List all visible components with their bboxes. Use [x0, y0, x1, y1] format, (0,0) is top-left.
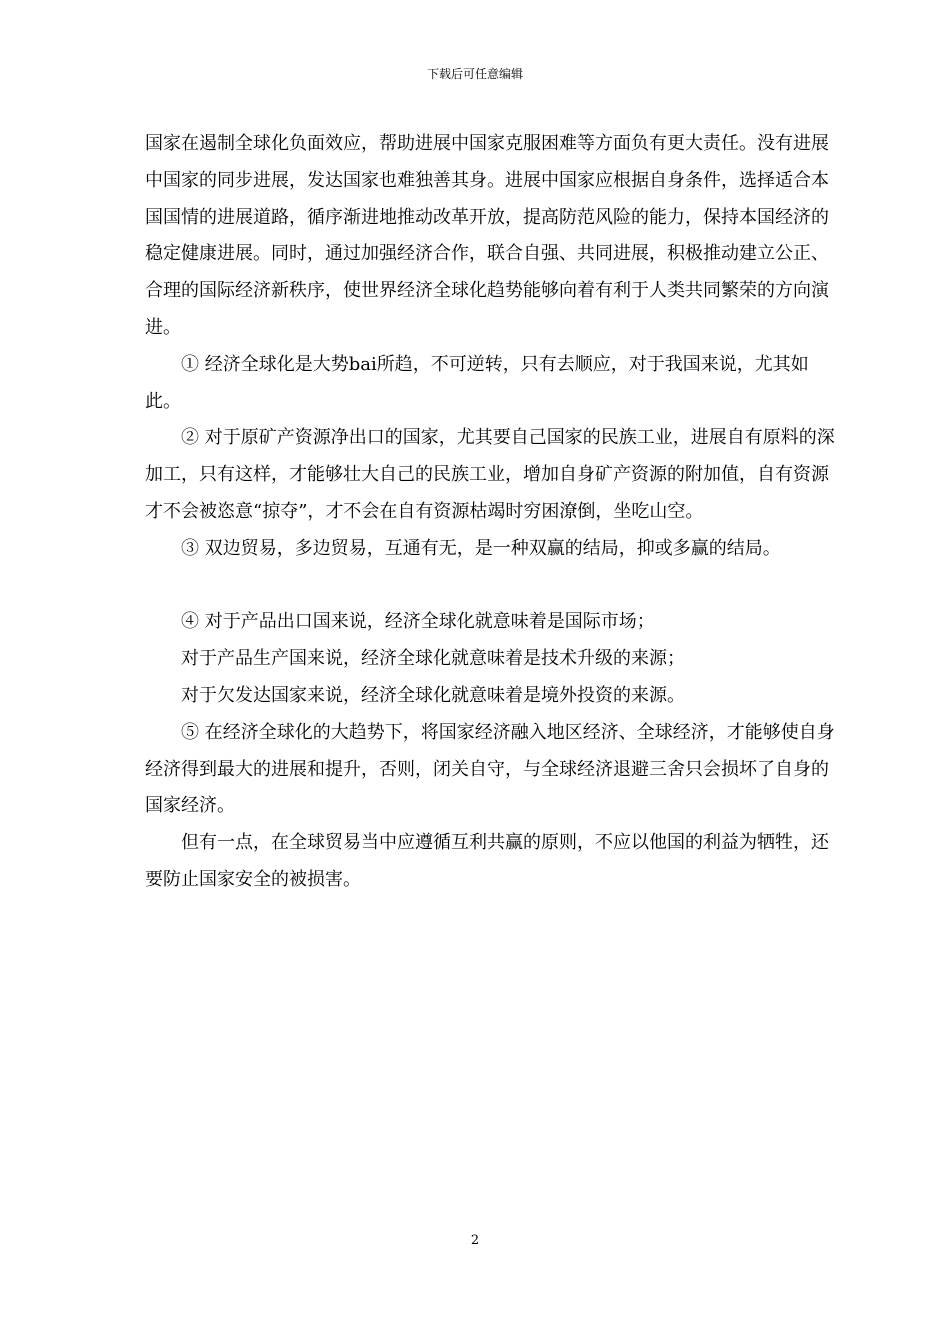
paragraph-conclusion: 但有一点，在全球贸易当中应遵循互利共赢的原则，不应以他国的利益为牺牲，还要防止国家安全的被损害。 [145, 832, 829, 890]
paragraph-point-1: ① 经济全球化是大势bai所趋，不可逆转，只有去顺应，对于我国来说，尤其如此。 [145, 353, 809, 412]
paragraph-point-3: ③ 双边贸易，多边贸易，互通有无，是一种双赢的结局，抑或多赢的结局。 [181, 537, 781, 559]
paragraph-point-2: ② 对于原矿产资源净出口的国家，尤其要自己国家的民族工业，进展自有原料的深加工，只有这样，才能够壮大自己的民族工业，增加自身矿产资源的附加值，自有资源才不会被恣意“掠夺”，才不会在自有资源枯竭时穷困潦倒，坐吃山空。 [145, 427, 835, 522]
page-header: 下载后可任意编辑 [426, 67, 523, 81]
paragraph-point-5: ⑤ 在经济全球化的大趋势下，将国家经济融入地区经济、全球经济，才能够使自身经济得到最大的进展和提升，否则，闭关自守，与全球经济退避三舍只会损坏了自身的国家经济。 [145, 721, 835, 817]
paragraph-point-4-underdeveloped: 对于欠发达国家来说，经济全球化就意味着是境外投资的来源。 [181, 684, 685, 706]
document-body [145, 126, 835, 899]
paragraph-continuation: 国家在遏制全球化负面效应，帮助进展中国家克服困难等方面负有更大责任。没有进展中国家的同步进展，发达国家也难独善其身。进展中国家应根据自身条件，选择适合本国国情的进展道路，循序渐进地推动改革开放，提高防范风险的能力，保持本国经济的稳定健康进展。同时，通过加强经济合作，联合自强、共同进展，积极推动建立公正、合理的国际经济新秩序，使世界经济全球化趋势能够向着有利于人类共同繁荣的方向演进。 [145, 133, 829, 338]
paragraph-point-4-producers: 对于产品生产国来说，经济全球化就意味着是技术升级的来源； [181, 648, 685, 670]
page-number: 2 [470, 1233, 480, 1248]
blank-line [145, 568, 835, 605]
paragraph-point-4: ④ 对于产品出口国来说，经济全球化就意味着是国际市场； [181, 611, 655, 633]
